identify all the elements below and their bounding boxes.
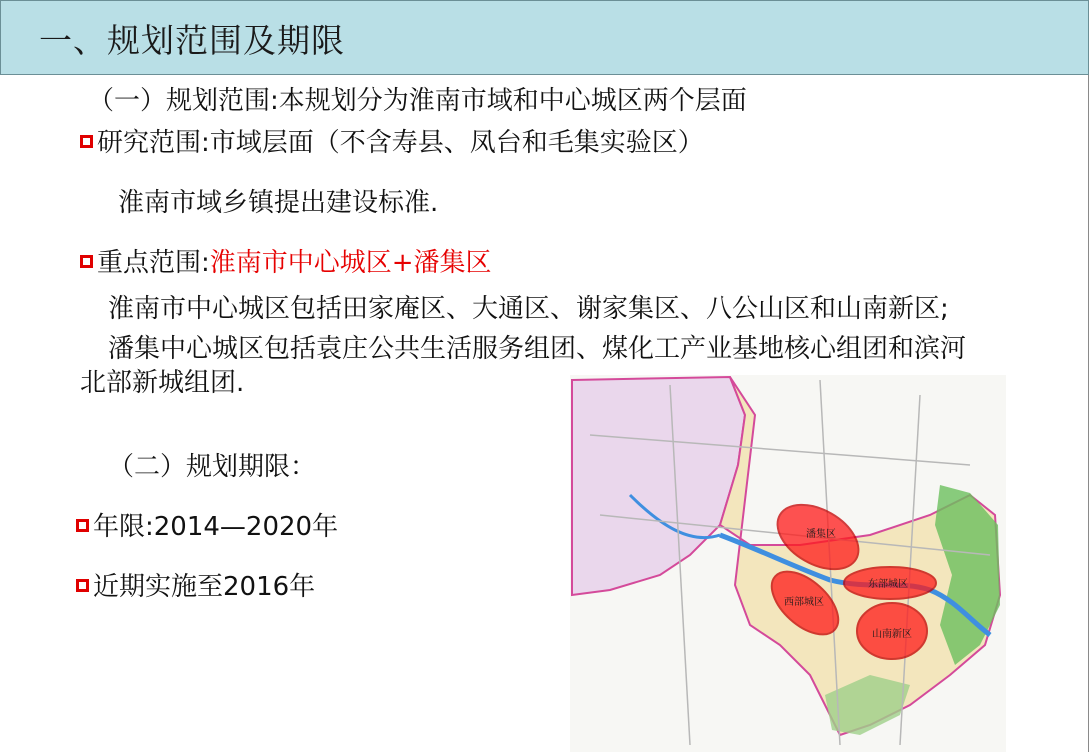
paragraph-2: 潘集中心城区包括袁庄公共生活服务组团、煤化工产业基地核心组团和滨河 — [108, 334, 967, 364]
zone-label: 东部城区 — [868, 579, 908, 590]
square-bullet-icon — [80, 255, 93, 268]
right-border — [1088, 75, 1089, 752]
title-bar — [0, 0, 1089, 75]
period-years-text: 年限:2014—2020年 — [93, 512, 339, 542]
research-scope — [80, 128, 704, 159]
square-bullet-icon — [76, 579, 89, 592]
focus-scope-value: 淮南市中心城区+潘集区 — [209, 248, 492, 278]
map-graphic — [570, 375, 1006, 752]
near-term — [76, 572, 315, 603]
square-bullet-icon — [80, 135, 93, 148]
zone-label: 潘集区 — [806, 529, 836, 540]
paragraph-1: 淮南市中心城区包括田家庵区、大通区、谢家集区、八公山区和山南新区; — [108, 294, 949, 324]
research-desc: 淮南市域乡镇提出建设标准. — [118, 188, 439, 218]
square-bullet-icon — [76, 519, 89, 532]
period-heading: （二）规划期限： — [108, 452, 317, 482]
zone-label: 西部城区 — [784, 597, 824, 608]
focus-scope — [80, 248, 492, 279]
scope-heading: （一）规划范围:本规划分为淮南市域和中心城区两个层面 — [88, 86, 747, 116]
planning-map — [570, 375, 1006, 752]
page-title: 一、规划范围及期限 — [39, 21, 345, 60]
paragraph-2-cont: 北部新城组团. — [80, 368, 245, 398]
near-term-text: 近期实施至2016年 — [93, 572, 316, 602]
research-scope-text: 研究范围:市域层面（不含寿县、凤台和毛集实验区） — [97, 128, 704, 158]
period-years — [76, 512, 338, 543]
focus-scope-label: 重点范围: — [97, 248, 210, 278]
zone-label: 山南新区 — [872, 629, 912, 640]
